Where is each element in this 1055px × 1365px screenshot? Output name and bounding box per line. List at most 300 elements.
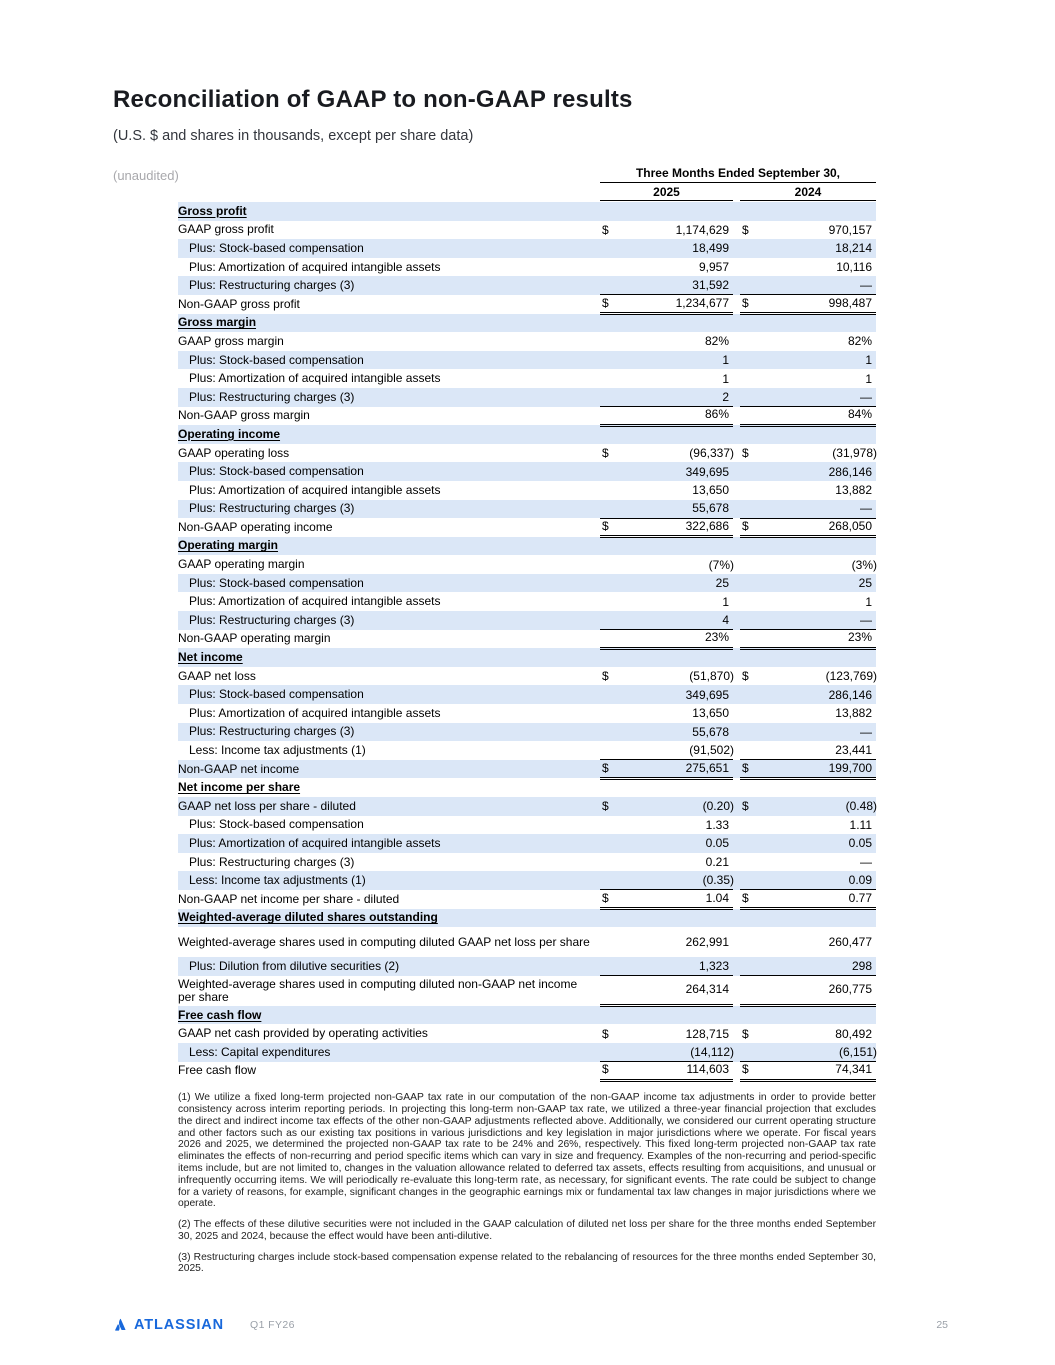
cell-value — [740, 927, 876, 957]
cell-value — [740, 314, 876, 333]
column-gap — [733, 444, 740, 463]
currency-symbol: $ — [742, 222, 749, 237]
column-gap — [733, 611, 740, 630]
row-label: Plus: Amortization of acquired intangible assets — [189, 705, 441, 720]
row-label: Plus: Amortization of acquired intangible assets — [189, 594, 441, 609]
cell-value — [740, 667, 876, 686]
currency-symbol: $ — [602, 760, 609, 775]
year-column-2025: 2025 — [600, 183, 733, 201]
cell-number: 0.77 — [848, 890, 872, 905]
cell-value — [600, 444, 733, 463]
table-row — [178, 853, 876, 872]
cell-number: 262,991 — [685, 935, 729, 950]
cell-value — [740, 704, 876, 723]
cell-value — [740, 517, 876, 539]
column-gap — [733, 574, 740, 593]
column-gap — [733, 741, 740, 760]
column-gap — [733, 407, 740, 426]
cell-number: (6,151) — [838, 1044, 877, 1059]
cell-value — [600, 853, 733, 872]
cell-number: 2 — [722, 389, 729, 404]
row-label: Plus: Restructuring charges (3) — [189, 612, 355, 627]
cell-value — [600, 221, 733, 240]
column-gap — [733, 723, 740, 742]
year-column-2024: 2024 — [740, 183, 876, 201]
cell-number: (0.48) — [845, 799, 877, 814]
cell-value — [600, 685, 733, 704]
currency-symbol: $ — [602, 446, 609, 461]
table-row — [178, 957, 876, 976]
cell-number: 1.33 — [705, 817, 729, 832]
cell-number: (123,769) — [825, 669, 877, 684]
table-row — [178, 444, 876, 463]
currency-symbol: $ — [742, 1062, 749, 1077]
cell-value — [600, 332, 733, 351]
cell-value — [600, 888, 733, 910]
cell-value — [740, 592, 876, 611]
cell-number: 0.09 — [848, 873, 872, 888]
cell-value — [740, 481, 876, 500]
row-label: Non-GAAP operating margin — [178, 631, 331, 646]
footnote: (2) The effects of these dilutive securities were not included in the GAAP calculation of diluted net loss per share for the three months ended September 30, 2025 and 2024, because the effect would have been anti-dilutive. — [178, 1219, 876, 1242]
section-label: Operating income — [178, 426, 281, 441]
column-gap — [733, 462, 740, 481]
cell-number: 349,695 — [685, 687, 729, 702]
column-gap — [733, 239, 740, 258]
cell-number: 25 — [858, 576, 872, 591]
cell-value — [740, 723, 876, 742]
cell-value — [600, 704, 733, 723]
cell-value — [740, 853, 876, 872]
column-gap — [733, 760, 740, 779]
column-gap — [733, 871, 740, 890]
currency-symbol: $ — [602, 799, 609, 814]
cell-value — [600, 239, 733, 258]
cell-number: 0.05 — [705, 836, 729, 851]
cell-number: (31,978) — [832, 446, 877, 461]
table-row — [178, 976, 876, 1006]
table-row — [178, 332, 876, 351]
section-header-row — [178, 314, 876, 333]
cell-value — [740, 909, 876, 928]
cell-number: 84% — [847, 407, 872, 422]
cell-number: 74,341 — [835, 1062, 872, 1077]
column-gap — [733, 1062, 740, 1081]
cell-value — [600, 909, 733, 928]
cell-value — [740, 332, 876, 351]
column-gap — [733, 927, 740, 957]
row-label: GAAP net loss — [178, 668, 256, 683]
currency-symbol: $ — [742, 1026, 749, 1041]
cell-value — [740, 1060, 876, 1082]
column-gap — [733, 369, 740, 388]
atlassian-logo-icon — [113, 1318, 128, 1333]
column-gap — [733, 648, 740, 667]
cell-value — [600, 797, 733, 816]
period-header: Three Months Ended September 30, — [600, 166, 876, 183]
column-gap — [733, 834, 740, 853]
row-label: GAAP net cash provided by operating activities — [178, 1026, 428, 1041]
row-label: Plus: Stock-based compensation — [189, 687, 364, 702]
cell-value — [740, 555, 876, 574]
table-row — [178, 741, 876, 760]
cell-value — [600, 369, 733, 388]
cell-number: 260,477 — [828, 935, 872, 950]
table-row — [178, 518, 876, 537]
cell-number: 298 — [851, 958, 872, 973]
table-row — [178, 481, 876, 500]
cell-value — [740, 221, 876, 240]
cell-number: — — [860, 855, 872, 870]
table-row — [178, 704, 876, 723]
cell-number: 25 — [715, 576, 729, 591]
cell-value — [740, 685, 876, 704]
row-label: Plus: Restructuring charges (3) — [189, 389, 355, 404]
cell-number: 55,678 — [692, 501, 729, 516]
cell-value — [600, 758, 733, 780]
section-header-row — [178, 1006, 876, 1025]
column-gap — [733, 592, 740, 611]
cell-value — [740, 425, 876, 444]
cell-value — [740, 537, 876, 556]
cell-value — [740, 628, 876, 650]
cell-number: 199,700 — [828, 760, 872, 775]
cell-value — [600, 816, 733, 835]
row-label: Plus: Restructuring charges (3) — [189, 278, 355, 293]
section-label: Free cash flow — [178, 1007, 262, 1022]
section-header-row — [178, 425, 876, 444]
cell-value — [600, 293, 733, 315]
column-gap — [733, 797, 740, 816]
cell-value — [600, 258, 733, 277]
cell-value — [600, 425, 733, 444]
cell-value — [600, 202, 733, 221]
row-label: Weighted-average shares used in computing diluted GAAP net loss per share — [178, 934, 590, 949]
row-label: Less: Income tax adjustments (1) — [189, 743, 366, 758]
row-label: GAAP operating loss — [178, 445, 290, 460]
cell-number: — — [860, 724, 872, 739]
cell-value — [600, 537, 733, 556]
cell-value — [600, 1060, 733, 1082]
cell-number: 9,957 — [698, 260, 729, 275]
row-label: Plus: Amortization of acquired intangible assets — [189, 835, 441, 850]
section-header-row — [178, 909, 876, 928]
cell-number: 275,651 — [685, 760, 729, 775]
cell-number: (0.20) — [702, 799, 734, 814]
column-gap — [733, 276, 740, 295]
column-gap — [733, 202, 740, 221]
cell-value — [600, 517, 733, 539]
row-label: Plus: Amortization of acquired intangible assets — [189, 482, 441, 497]
column-gap — [733, 183, 740, 201]
table-row — [178, 407, 876, 426]
cell-number: — — [860, 501, 872, 516]
cell-number: 349,695 — [685, 464, 729, 479]
column-gap — [733, 630, 740, 649]
cell-value — [740, 258, 876, 277]
row-label: Plus: Amortization of acquired intangible assets — [189, 371, 441, 386]
row-label: GAAP gross margin — [178, 333, 284, 348]
row-label: Plus: Restructuring charges (3) — [189, 854, 355, 869]
currency-symbol: $ — [742, 518, 749, 533]
cell-number: 10,116 — [836, 260, 872, 275]
cell-value — [600, 574, 733, 593]
row-label: Plus: Restructuring charges (3) — [189, 724, 355, 739]
cell-number: 23,441 — [835, 743, 872, 758]
cell-number: — — [860, 612, 872, 627]
currency-symbol: $ — [742, 890, 749, 905]
column-gap — [733, 537, 740, 556]
row-label: Plus: Restructuring charges (3) — [189, 501, 355, 516]
cell-value — [740, 888, 876, 910]
cell-number: 1.04 — [705, 890, 729, 905]
cell-number: 0.05 — [848, 836, 872, 851]
row-label: Non-GAAP gross margin — [178, 408, 310, 423]
cell-value — [600, 405, 733, 427]
cell-value — [740, 1024, 876, 1043]
row-label: Non-GAAP net income per share - diluted — [178, 891, 400, 906]
table-row — [178, 797, 876, 816]
column-gap — [733, 332, 740, 351]
currency-symbol: $ — [602, 1062, 609, 1077]
currency-symbol: $ — [602, 1026, 609, 1041]
section-label: Net income — [178, 650, 243, 665]
cell-value — [600, 927, 733, 957]
cell-number: (14,112) — [690, 1044, 734, 1059]
column-gap — [733, 909, 740, 928]
cell-number: 1,234,677 — [675, 295, 729, 310]
row-label: GAAP gross profit — [178, 222, 274, 237]
cell-value — [740, 351, 876, 370]
cell-value — [740, 293, 876, 315]
cell-number: 13,650 — [692, 483, 729, 498]
section-header-row — [178, 202, 876, 221]
cell-number: 286,146 — [828, 687, 872, 702]
table-row — [178, 351, 876, 370]
cell-number: 23% — [847, 630, 872, 645]
cell-number: 1.11 — [849, 817, 872, 832]
table-row — [178, 258, 876, 277]
cell-number: 80,492 — [835, 1026, 872, 1041]
table-row — [178, 221, 876, 240]
section-label: Gross profit — [178, 203, 247, 218]
row-label: Non-GAAP gross profit — [178, 296, 300, 311]
table-row — [178, 927, 876, 957]
table-row — [178, 630, 876, 649]
column-gap — [733, 221, 740, 240]
cell-number: (3%) — [851, 557, 877, 572]
cell-value — [600, 592, 733, 611]
cell-value — [600, 648, 733, 667]
currency-symbol: $ — [602, 222, 609, 237]
column-gap — [733, 957, 740, 976]
table-row — [178, 592, 876, 611]
row-label: Plus: Stock-based compensation — [189, 464, 364, 479]
cell-number: 114,603 — [686, 1062, 729, 1077]
currency-symbol: $ — [742, 295, 749, 310]
table-row — [178, 388, 876, 407]
cell-value — [600, 723, 733, 742]
table-header — [113, 166, 876, 201]
table-body — [178, 202, 876, 1080]
cell-number: 82% — [847, 334, 872, 349]
section-label: Operating margin — [178, 538, 279, 553]
cell-number: 1 — [865, 371, 872, 386]
row-label: Plus: Stock-based compensation — [189, 817, 364, 832]
cell-value — [740, 239, 876, 258]
cell-number: 55,678 — [692, 724, 729, 739]
cell-number: 13,882 — [835, 483, 872, 498]
cell-value — [740, 797, 876, 816]
column-gap — [733, 388, 740, 407]
column-gap — [733, 1006, 740, 1025]
cell-value — [740, 462, 876, 481]
currency-symbol: $ — [602, 518, 609, 533]
table-row — [178, 685, 876, 704]
cell-number: 1,323 — [698, 958, 729, 973]
unaudited-label: (unaudited) — [113, 168, 179, 183]
brand-wordmark: ATLASSIAN — [134, 1317, 224, 1333]
page-number: 25 — [936, 1319, 948, 1331]
currency-symbol: $ — [742, 446, 749, 461]
column-gap — [733, 667, 740, 686]
cell-value — [600, 351, 733, 370]
section-label: Net income per share — [178, 780, 301, 795]
column-gap — [733, 1043, 740, 1062]
column-gap — [733, 258, 740, 277]
cell-number: 268,050 — [828, 518, 872, 533]
cell-number: 18,499 — [692, 241, 729, 256]
cell-number: (96,337) — [689, 446, 734, 461]
row-label: Plus: Stock-based compensation — [189, 240, 364, 255]
currency-symbol: $ — [742, 669, 749, 684]
column-gap — [733, 778, 740, 797]
table-row — [178, 276, 876, 295]
page-title: Reconciliation of GAAP to non-GAAP results — [113, 86, 633, 113]
column-gap — [733, 295, 740, 314]
section-label: Weighted-average diluted shares outstanding — [178, 910, 438, 925]
cell-value — [740, 974, 876, 1007]
table-row — [178, 369, 876, 388]
cell-value — [600, 834, 733, 853]
cell-value — [740, 648, 876, 667]
cell-number: 4 — [722, 612, 729, 627]
cell-number: (51,870) — [689, 669, 734, 684]
cell-value — [600, 462, 733, 481]
column-gap — [733, 425, 740, 444]
cell-value — [600, 1024, 733, 1043]
cell-number: 31,592 — [692, 278, 729, 293]
column-gap — [733, 481, 740, 500]
column-gap — [733, 704, 740, 723]
cell-value — [740, 778, 876, 797]
column-gap — [733, 890, 740, 909]
section-header-row — [178, 648, 876, 667]
table-row — [178, 1062, 876, 1081]
cell-value — [740, 202, 876, 221]
year-headers — [600, 183, 876, 201]
cell-value — [600, 314, 733, 333]
period-columns — [600, 166, 876, 201]
footnote: (1) We utilize a fixed long-term projected non-GAAP tax rate in our computation of the non-GAAP income tax adjustments in order to provide better consistency across interim reporting periods. In projecting this long-term non-GAAP tax rate, we utilized a three-year financial projection that excludes the direct and indirect income tax effects of the other non-GAAP adjustments reflected above. Additionally, we considered our current operating structure and other factors such as our existing tax positions in various jurisdictions and key legislation in major jurisdictions where we operate. For fiscal years 2026 and 2025, we determined the projected non-GAAP tax rate to be 24% and 26%, respectively. This fixed long-term projected non-GAAP tax rate eliminates the effects of non-recurring and period specific items which can vary in size and frequency. Examples of the non-recurring and period-specific items include, but are not limited to, changes in the valuation allowance related to deferred tax assets, effects resulting from acquisitions, and unusual or infrequently occurring items. We will periodically re-evaluate this long-term rate, as necessary, for significant events. The rate could be subject to change for a variety of reasons, for example, significant changes in the geographic earnings mix or fundamental tax law changes in major jurisdictions where we operate. — [178, 1092, 876, 1210]
footnotes — [178, 1092, 876, 1275]
cell-value — [600, 481, 733, 500]
currency-symbol: $ — [602, 669, 609, 684]
section-header-row — [178, 778, 876, 797]
cell-number: 286,146 — [828, 464, 872, 479]
cell-number: 13,882 — [835, 706, 872, 721]
cell-value — [600, 974, 733, 1007]
cell-number: 23% — [704, 630, 729, 645]
row-label: Less: Capital expenditures — [189, 1044, 331, 1059]
cell-value — [600, 778, 733, 797]
cell-number: (91,502) — [689, 743, 734, 758]
cell-number: 86% — [704, 407, 729, 422]
cell-value — [740, 369, 876, 388]
row-label: GAAP operating margin — [178, 557, 305, 572]
column-gap — [733, 500, 740, 519]
currency-symbol: $ — [602, 295, 609, 310]
row-label: Plus: Amortization of acquired intangible assets — [189, 259, 441, 274]
table-row — [178, 574, 876, 593]
column-gap — [733, 555, 740, 574]
report-period-label: Q1 FY26 — [250, 1319, 295, 1331]
cell-number: — — [860, 278, 872, 293]
cell-number: 18,214 — [835, 241, 872, 256]
table-row — [178, 295, 876, 314]
column-gap — [733, 351, 740, 370]
row-label: Plus: Dilution from dilutive securities (2) — [189, 958, 400, 973]
column-gap — [733, 816, 740, 835]
table-row — [178, 611, 876, 630]
cell-value — [600, 667, 733, 686]
cell-value — [740, 816, 876, 835]
cell-number: 82% — [704, 334, 729, 349]
cell-value — [600, 628, 733, 650]
cell-number: 1 — [722, 594, 729, 609]
cell-value — [600, 555, 733, 574]
row-label: Non-GAAP operating income — [178, 519, 333, 534]
cell-number: (7%) — [708, 557, 734, 572]
table-row — [178, 1043, 876, 1062]
currency-symbol: $ — [742, 760, 749, 775]
table-row — [178, 1024, 876, 1043]
cell-number: 264,314 — [685, 982, 729, 997]
cell-value — [740, 1006, 876, 1025]
cell-number: 970,157 — [828, 222, 872, 237]
cell-number: 0.21 — [705, 855, 729, 870]
cell-number: (0.35) — [702, 873, 734, 888]
cell-number: — — [860, 389, 872, 404]
currency-symbol: $ — [602, 890, 609, 905]
cell-number: 1 — [722, 371, 729, 386]
column-gap — [733, 685, 740, 704]
table-row — [178, 462, 876, 481]
row-label: Non-GAAP net income — [178, 761, 300, 776]
page-footer — [113, 1317, 948, 1333]
section-label: Gross margin — [178, 315, 257, 330]
table-row — [178, 871, 876, 890]
table-row — [178, 667, 876, 686]
cell-value — [740, 574, 876, 593]
column-gap — [733, 853, 740, 872]
table-row — [178, 816, 876, 835]
table-row — [178, 890, 876, 909]
table-row — [178, 723, 876, 742]
cell-value — [740, 405, 876, 427]
row-label: Less: Income tax adjustments (1) — [189, 873, 366, 888]
cell-number: 1 — [865, 594, 872, 609]
